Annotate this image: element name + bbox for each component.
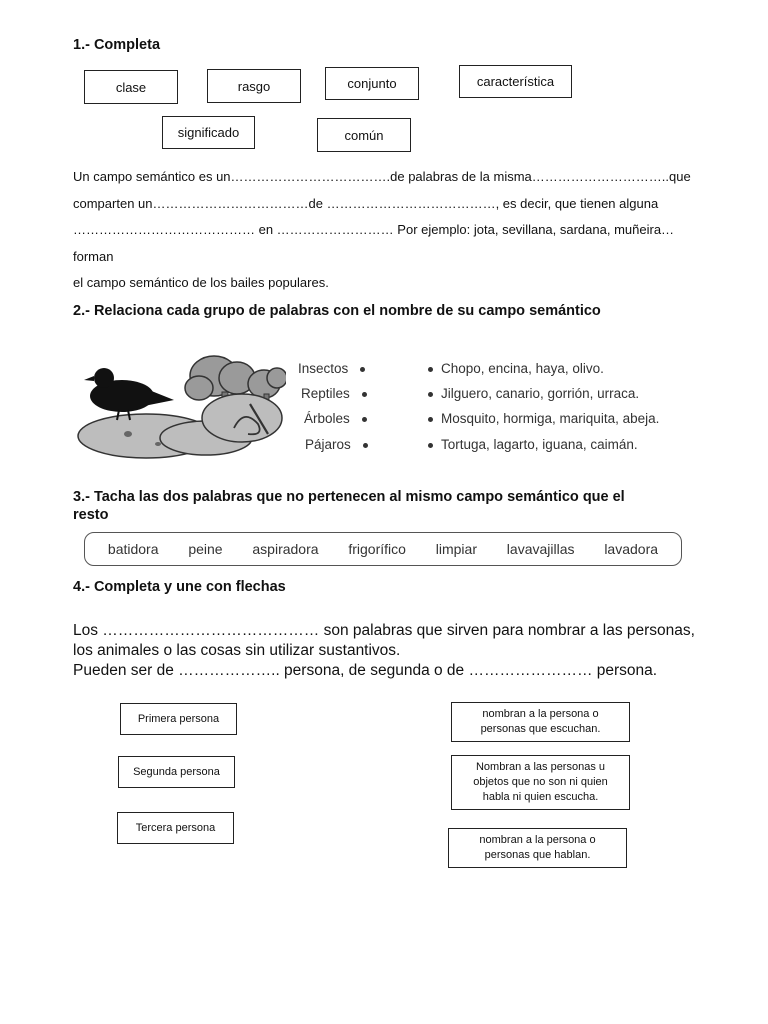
word-box-caracteristica: característica: [459, 65, 572, 98]
section4-title: 4.- Completa y une con flechas: [73, 579, 286, 595]
section2-title: 2.- Relaciona cada grupo de palabras con el nombre de su campo semántico: [73, 303, 601, 319]
word-box-rasgo: rasgo: [207, 69, 301, 103]
word-group-2: [428, 386, 639, 401]
word-group-label: Chopo, encina, haya, olivo.: [441, 361, 604, 376]
paragraph-line: Un campo semántico es un……………………………….de palabras de la misma…………………………..que: [73, 169, 691, 184]
paragraph-line: …………………………………… en ……………………… Por ejemplo: jota, sevillana, sardana, muñeira…forman: [73, 222, 675, 264]
title-line: 3.- Tacha las dos palabras que no pertenecen al mismo campo semántico que el: [73, 489, 625, 505]
box-primera-persona[interactable]: Primera persona: [120, 703, 237, 735]
word-group-4: [428, 437, 638, 452]
field-name-reptiles: [301, 386, 367, 401]
box-segunda-persona[interactable]: Segunda persona: [118, 756, 235, 788]
field-name-arboles: [304, 411, 367, 426]
field-name-label: Árboles: [304, 411, 350, 426]
box-escuchan[interactable]: nombran a la persona o personas que escuchan.: [451, 702, 630, 742]
word-limpiar[interactable]: limpiar: [435, 541, 477, 557]
paragraph-line: Los …………………………………… son palabras que sirven para nombrar a las personas,: [73, 622, 695, 639]
box-tercera-persona[interactable]: Tercera persona: [117, 812, 234, 844]
word-box-comun: común: [317, 118, 411, 152]
bullet-dot: [362, 392, 367, 397]
bullet-dot: [428, 392, 433, 397]
bullet-dot: [428, 443, 433, 448]
word-strip: [84, 532, 682, 566]
word-peine[interactable]: peine: [188, 541, 223, 557]
word-box-significado: significado: [162, 116, 255, 149]
word-box-clase: clase: [84, 70, 178, 104]
word-lavavajillas[interactable]: lavavajillas: [506, 541, 575, 557]
word-aspiradora[interactable]: aspiradora: [252, 541, 319, 557]
section4-paragraph: [73, 621, 713, 681]
box-hablan[interactable]: nombran a la persona o personas que hablan.: [448, 828, 627, 868]
field-name-pajaros: [305, 437, 368, 452]
nature-illustration: [74, 348, 286, 460]
bullet-dot: [363, 443, 368, 448]
field-name-label: Insectos: [298, 361, 349, 376]
bullet-dot: [360, 367, 365, 372]
section1-paragraph: [73, 164, 703, 297]
word-frigorifico[interactable]: frigorífico: [348, 541, 406, 557]
bullet-dot: [428, 417, 433, 422]
box-ni-habla-ni-escucha[interactable]: Nombran a las personas u objetos que no son ni quien habla ni quien escucha.: [451, 755, 630, 810]
section1-title: 1.- Completa: [73, 37, 161, 53]
word-group-label: Jilguero, canario, gorrión, urraca.: [441, 386, 640, 401]
paragraph-line: el campo semántico de los bailes populares.: [73, 275, 329, 290]
bullet-dot: [362, 417, 367, 422]
word-group-1: [428, 361, 604, 376]
paragraph-line: comparten un………………………………de …………………………………, es decir, que tienen alguna: [73, 195, 659, 211]
field-name-insectos: [298, 361, 365, 376]
field-name-label: Pájaros: [305, 437, 351, 452]
word-box-conjunto: conjunto: [325, 67, 419, 100]
paragraph-line: los animales o las cosas sin utilizar sustantivos.: [73, 642, 401, 659]
section3-title: [73, 488, 625, 524]
word-group-3: [428, 411, 659, 426]
title-line: resto: [73, 507, 109, 523]
word-batidora[interactable]: batidora: [107, 541, 159, 557]
word-lavadora[interactable]: lavadora: [604, 541, 659, 557]
paragraph-line: Pueden ser de ……………….. persona, de segunda o de …………………… persona.: [73, 662, 658, 679]
field-name-label: Reptiles: [301, 386, 350, 401]
bullet-dot: [428, 367, 433, 372]
word-group-label: Tortuga, lagarto, iguana, caimán.: [441, 437, 638, 452]
word-group-label: Mosquito, hormiga, mariquita, abeja.: [441, 411, 660, 426]
